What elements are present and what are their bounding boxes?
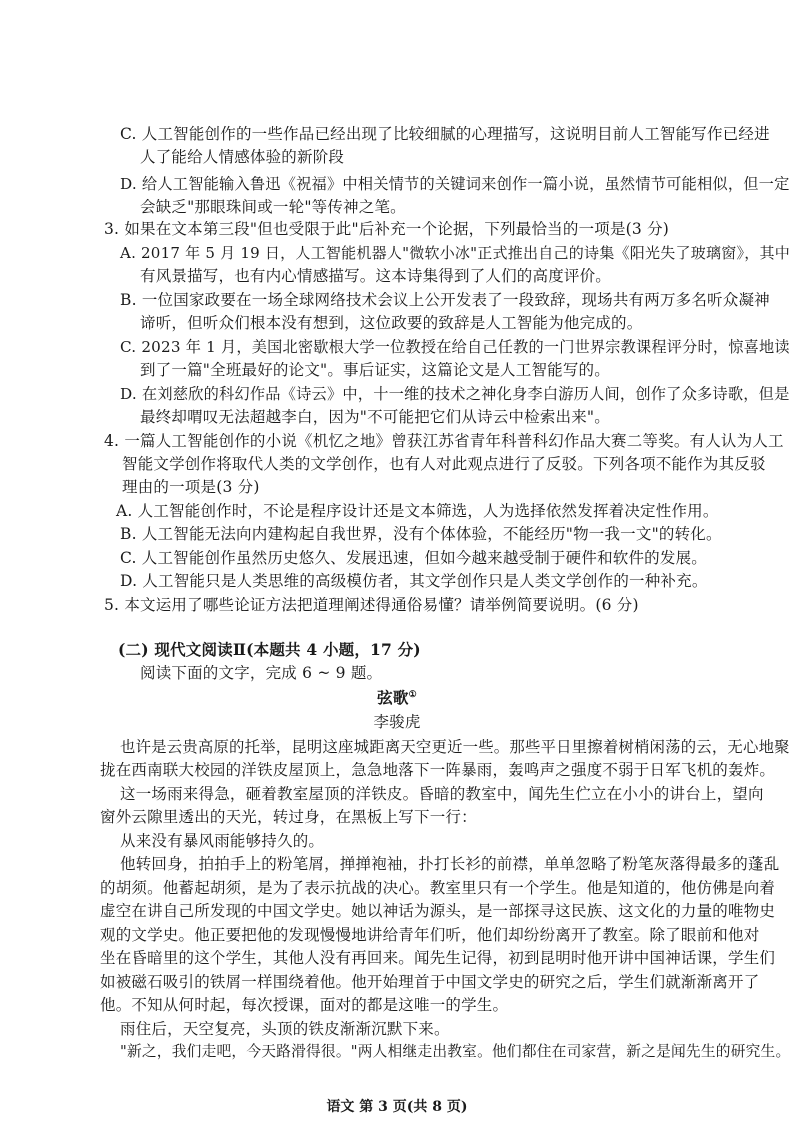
paragraph-4-line1: 他转回身，拍拍手上的粉笔屑，掸掸袍袖，扑打长衫的前襟，单单忽略了粉笔灰落得最多的蓬乱 [120,855,780,873]
q3-option-d-line1: D. 在刘慈欣的科幻作品《诗云》中，十一维的技术之神化身李白游历人间，创作了众多诗歌，但是 [120,385,790,403]
paragraph-4-line6: 如被磁石吸引的铁屑一样围绕着他。他开始理首于中国文学史的研究之后，学生们就渐渐离开了 [100,973,760,991]
section-header: (二) 现代文阅读Ⅱ(本题共 4 小题，17 分) [118,640,421,659]
q3-option-a-line1: A. 2017 年 5 月 19 日，人工智能机器人"微软小冰"正式推出自己的诗集《阳光失了玻璃窗》，其中 [120,244,790,262]
q3-option-b-line2: 谛听，但听众们根本没有想到，这位政要的致辞是人工智能为他完成的。 [140,314,643,332]
q3-option-c-line2: 到了一篇"全班最好的论文"。事后证实，这篇论文是人工智能写的。 [140,361,610,379]
paragraph-6: "新之，我们走吧，今天路滑得很。"两人相继走出教室。他们都住在司家营，新之是闻先生的研究生。 [120,1043,791,1060]
article-title-text: 弦歌 [377,688,409,707]
q2-option-d-line1: D. 给人工智能输入鲁迅《祝福》中相关情节的关键词来创作一篇小说，虽然情节可能相似，但一定 [120,175,790,193]
paragraph-1-line1: 也许是云贵高原的托举，昆明这座城距离天空更近一些。那些平日里擦着树梢闲荡的云，无心地聚 [120,738,790,756]
q4-option-c: C. 人工智能创作虽然历史悠久、发展迅速，但如今越来越受制于硬件和软件的发展。 [120,549,707,567]
paragraph-4-line5: 坐在昏暗里的这个学生，其他人没有再回来。闻先生记得，初到昆明时他开讲中国神话课，学生们 [100,949,776,967]
q3-option-b-line1: B. 一位国家政要在一场全球网络技术会议上公开发表了一段致辞，现场共有两万多名听众凝神 [120,291,770,309]
q3-option-a-line2: 有风景描写，也有内心情感描写。这本诗集得到了人们的高度评价。 [140,267,612,285]
q4-stem-line3: 理由的一项是(3 分) [122,478,260,496]
paragraph-4-line4: 观的文学史。他正要把他的发现慢慢地讲给青年们听，他们却纷纷离开了教室。除了眼前和他对 [100,926,760,944]
q4-option-a: A. 人工智能创作时，不论是程序设计还是文本筛选，人为选择依然发挥着决定性作用。 [116,502,719,520]
q2-option-c-line1: C. 人工智能创作的一些作品已经出现了比较细腻的心理描写，这说明目前人工智能写作已经进 [120,125,770,143]
paragraph-1-line2: 拢在西南联大校园的洋铁皮屋顶上，急急地落下一阵暴雨，轰鸣声之强度不弱于日军飞机的轰炸。 [100,761,776,779]
q4-option-d: D. 人工智能只是人类思维的高级模仿者，其文学创作只是人类文学创作的一种补充。 [120,572,708,590]
q2-option-d-line2: 会缺乏"那眼珠间或一轮"等传神之笔。 [140,198,406,216]
paragraph-4-line7: 他。不知从何时起，每次授课，面对的都是这唯一的学生。 [100,996,509,1014]
article-author: 李骏虎 [373,713,421,731]
q2-option-c-line2: 人了能给人情感体验的新阶段 [140,148,345,166]
q4-option-b: B. 人工智能无法向内建构起自我世界，没有个体体验，不能经历"物一我一文"的转化。 [120,525,722,543]
paragraph-3: 从来没有暴风雨能够持久的。 [120,832,325,850]
article-title [0,688,794,708]
q5-stem: 5. 本文运用了哪些论证方法把道理阐述得通俗易懂？请举例简要说明。(6 分) [104,596,639,614]
paragraph-2-line2: 窗外云隙里透出的天光，转过身，在黑板上写下一行： [100,808,477,826]
paragraph-4-line3: 虚空在讲自己所发现的中国文学史。她以神话为源头，是一部探寻这民族、这文化的力量的唯物史 [100,902,776,920]
q3-option-d-line2: 最终却喟叹无法超越李白，因为"不可能把它们从诗云中检索出来"。 [140,408,610,426]
page-footer: 语文 第 3 页(共 8 页) [326,1099,468,1115]
paragraph-5: 雨住后，天空复亮，头顶的铁皮渐渐沉默下来。 [120,1020,450,1038]
q3-stem: 3. 如果在文本第三段"但也受限于此"后补充一个论据，下列最恰当的一项是(3 分) [104,220,670,238]
q3-option-c-line1: C. 2023 年 1 月，美国北密歇根大学一位教授在给自己任教的一门世界宗教课程评分时，惊喜地读 [120,338,790,356]
article-title-footnote-mark: ① [408,689,417,700]
reading-instruction: 阅读下面的文字，完成 6 ~ 9 题。 [140,664,383,682]
paragraph-4-line2: 的胡须。他蓄起胡须，是为了表示抗战的决心。教室里只有一个学生。他是知道的，他仿佛是向着 [100,879,776,897]
q4-stem-line1: 4. 一篇人工智能创作的小说《机忆之地》曾获江苏省青年科普科幻作品大赛二等奖。有人认为人工 [104,432,784,450]
paragraph-2-line1: 这一场雨来得急，砸着教室屋顶的洋铁皮。昏暗的教室中，闻先生伫立在小小的讲台上，望向 [120,785,764,803]
q4-stem-line2: 智能文学创作将取代人类的文学创作，也有人对此观点进行了反驳。下列各项不能作为其反驳 [122,455,766,473]
